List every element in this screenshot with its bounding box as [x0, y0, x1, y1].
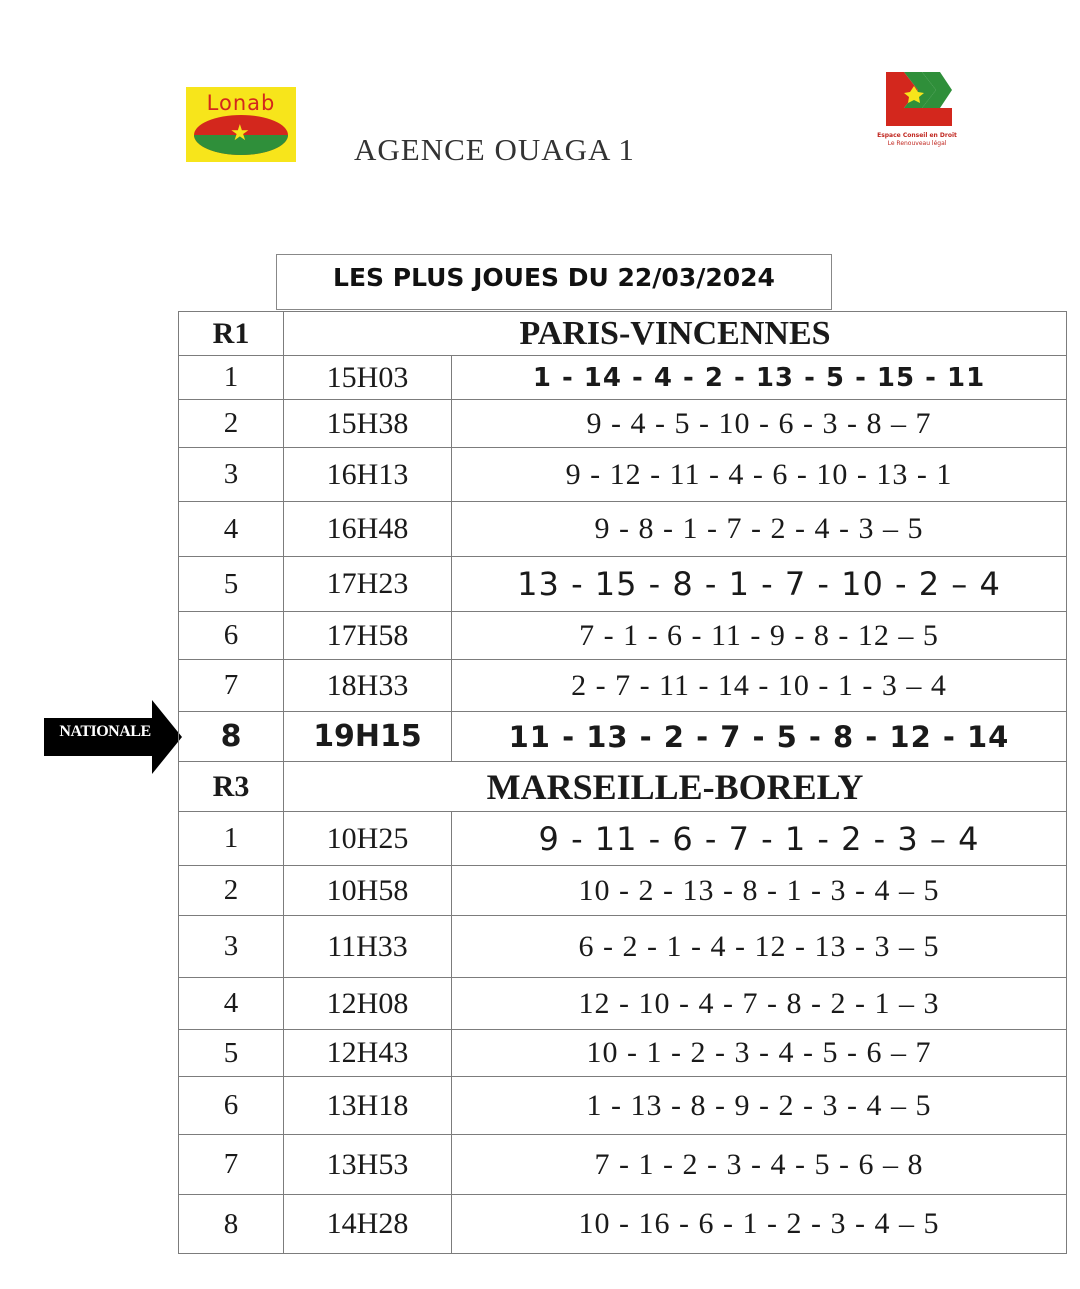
race-time: 17H23	[284, 557, 452, 611]
race-sequence: 13 - 15 - 8 - 1 - 7 - 10 - 2 – 4	[517, 565, 1001, 603]
race-number: 3	[179, 916, 284, 977]
table-row	[179, 1030, 1066, 1077]
nationale-arrow	[44, 700, 184, 774]
race-time: 19H15	[284, 712, 452, 761]
race-sequence: 9 - 11 - 6 - 7 - 1 - 2 - 3 – 4	[538, 819, 980, 858]
partner-logo-caption: Espace Conseil en Droit Le Renouveau légal	[877, 132, 957, 147]
partner-logo	[856, 68, 978, 160]
race-sequence: 10 - 1 - 2 - 3 - 4 - 5 - 6 – 7	[586, 1036, 932, 1069]
race-number: 6	[179, 1077, 284, 1134]
race-number: 2	[179, 400, 284, 447]
race-sequence: 1 - 14 - 4 - 2 - 13 - 5 - 15 - 11	[532, 362, 986, 393]
race-time: 15H03	[284, 356, 452, 399]
table-row	[179, 448, 1066, 502]
table-row	[179, 356, 1066, 400]
race-sequence: 7 - 1 - 2 - 3 - 4 - 5 - 6 – 8	[594, 1147, 924, 1181]
race-number: 7	[179, 1135, 284, 1194]
race-number: 5	[179, 557, 284, 611]
race-number: 4	[179, 978, 284, 1029]
table-row	[179, 502, 1066, 557]
race-time: 16H48	[284, 502, 452, 556]
race-number: 1	[179, 812, 284, 865]
race-sequence: 9 - 12 - 11 - 4 - 6 - 10 - 13 - 1	[565, 457, 953, 491]
meeting-code: R1	[179, 312, 284, 355]
race-time: 13H18	[284, 1077, 452, 1134]
race-time: 11H33	[284, 916, 452, 977]
race-number: 7	[179, 660, 284, 711]
logo-disc	[194, 115, 288, 155]
race-sequence: 10 - 16 - 6 - 1 - 2 - 3 - 4 – 5	[578, 1207, 940, 1240]
meeting-venue: PARIS-VINCENNES	[519, 314, 831, 352]
race-number: 4	[179, 502, 284, 556]
race-sequence: 9 - 8 - 1 - 7 - 2 - 4 - 3 – 5	[594, 512, 924, 545]
table-row	[179, 660, 1066, 712]
lonab-logo	[186, 87, 296, 162]
race-number: 1	[179, 356, 284, 399]
partner-emblem-icon	[856, 68, 978, 130]
race-sequence: 1 - 13 - 8 - 9 - 2 - 3 - 4 – 5	[586, 1088, 932, 1122]
star-icon: ★	[230, 120, 250, 145]
table-row	[179, 1135, 1066, 1195]
agency-title: AGENCE OUAGA 1	[354, 132, 635, 167]
race-sequence: 11 - 13 - 2 - 7 - 5 - 8 - 12 - 14	[508, 719, 1010, 754]
race-number: 8	[179, 712, 284, 761]
race-time: 18H33	[284, 660, 452, 711]
table-row	[179, 866, 1066, 916]
meeting-code: R3	[179, 762, 284, 811]
race-time: 15H38	[284, 400, 452, 447]
table-row	[179, 1195, 1066, 1253]
race-time: 17H58	[284, 612, 452, 659]
race-sequence: 12 - 10 - 4 - 7 - 8 - 2 - 1 – 3	[578, 986, 940, 1020]
table-row	[179, 978, 1066, 1030]
table-row	[179, 557, 1066, 612]
race-number: 2	[179, 866, 284, 915]
table-row	[179, 1077, 1066, 1135]
meeting-venue: MARSEILLE-BORELY	[486, 766, 864, 807]
table-row	[179, 612, 1066, 660]
race-sequence: 10 - 2 - 13 - 8 - 1 - 3 - 4 – 5	[578, 873, 940, 907]
race-number: 8	[179, 1195, 284, 1253]
race-time: 14H28	[284, 1195, 452, 1253]
race-sequence: 2 - 7 - 11 - 14 - 10 - 1 - 3 – 4	[571, 668, 947, 702]
race-time: 10H58	[284, 866, 452, 915]
race-time: 12H43	[284, 1030, 452, 1076]
race-time: 13H53	[284, 1135, 452, 1194]
table-row	[179, 812, 1066, 866]
race-sequence: 9 - 4 - 5 - 10 - 6 - 3 - 8 – 7	[586, 406, 932, 440]
race-time: 10H25	[284, 812, 452, 865]
results-table	[178, 311, 1067, 1254]
race-number: 3	[179, 448, 284, 501]
meeting-header-r1	[179, 312, 1066, 356]
table-row	[179, 916, 1066, 978]
race-sequence: 6 - 2 - 1 - 4 - 12 - 13 - 3 – 5	[578, 929, 940, 963]
table-row	[179, 400, 1066, 448]
meeting-header-r3	[179, 762, 1066, 812]
race-number: 6	[179, 612, 284, 659]
race-number: 5	[179, 1030, 284, 1076]
race-time: 12H08	[284, 978, 452, 1029]
subtitle-box: LES PLUS JOUES DU 22/03/2024	[276, 254, 832, 310]
logo-brand-text: Lonab	[206, 91, 276, 115]
arrow-label: NATIONALE	[59, 723, 151, 740]
table-row-highlighted	[179, 712, 1066, 762]
race-sequence: 7 - 1 - 6 - 11 - 9 - 8 - 12 – 5	[579, 618, 939, 652]
race-time: 16H13	[284, 448, 452, 501]
